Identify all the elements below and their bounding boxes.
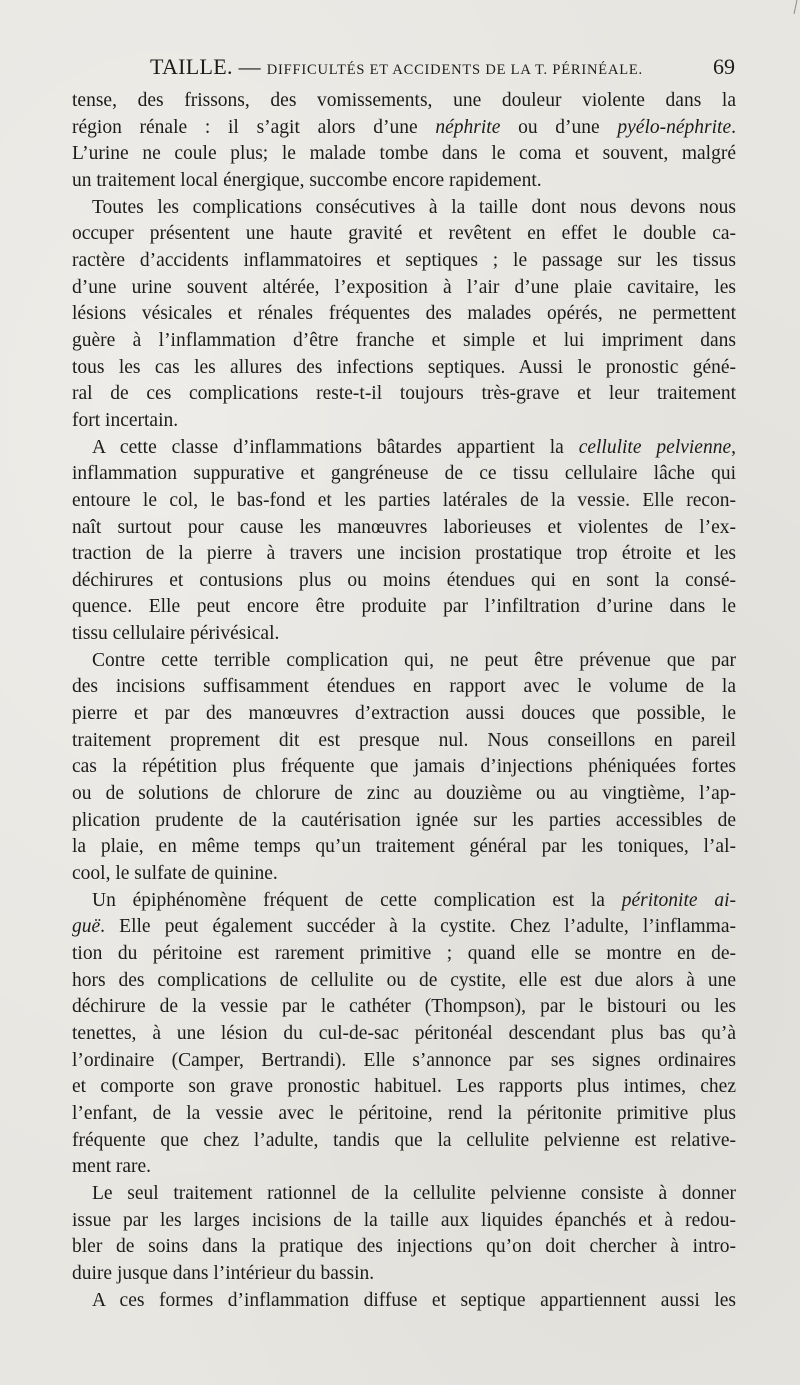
- text-line: ment rare.: [72, 1156, 152, 1178]
- text-line: tion du péritoine est rarement primitive ; quand elle se montre en de-: [72, 943, 736, 964]
- text-line: plication prudente de la cautérisation ignée sur les parties accessibles de: [72, 809, 736, 831]
- text-line: tense, des frissons, des vomissements, une douleur violente dans la: [72, 90, 736, 111]
- text-line: tous les cas les allures des infections septiques. Aussi le pronostic géné-: [72, 356, 736, 378]
- text-line: guë. Elle peut également succéder à la cystite. Chez l’adulte, l’inflamma-: [72, 916, 736, 938]
- text-line: guère à l’inflammation d’être franche et simple et lui impriment dans: [72, 329, 736, 351]
- running-head-subtitle: DIFFICULTÉS ET ACCIDENTS DE LA T. PÉRINÉALE.: [266, 62, 643, 78]
- text-line: Le seul traitement rationnel de la cellulite pelvienne consiste à donner: [92, 1182, 736, 1204]
- text-line: un traitement local énergique, succombe encore rapidement.: [72, 169, 542, 191]
- text-line: traction de la pierre à travers une incision prostatique trop étroite et les: [72, 543, 736, 565]
- body-text: [72, 88, 736, 1314]
- text-line: inflammation suppurative et gangréneuse de ce tissu cellulaire lâche qui: [72, 463, 736, 485]
- text-line: la plaie, en même temps qu’un traitement général par les toniques, l’al-: [72, 836, 736, 858]
- text-line: traitement proprement dit est presque nul. Nous conseillons en pareil: [72, 729, 736, 751]
- running-head-main: TAILLE. —: [150, 54, 261, 79]
- text-line: tissu cellulaire périvésical.: [72, 623, 280, 645]
- text-line: Toutes les complications consécutives à la taille dont nous devons nous: [92, 196, 736, 218]
- text-line: l’enfant, de la vessie avec le péritoine, rend la péritonite primitive plus: [72, 1102, 736, 1124]
- text-line: A cette classe d’inflammations bâtardes appartient la cellulite pelvienne,: [92, 436, 736, 458]
- text-line: Un épiphénomène fréquent de cette complication est la péritonite ai-: [92, 889, 737, 911]
- text-line: des incisions suffisamment étendues en rapport avec le volume de la: [72, 676, 736, 698]
- text-line: issue par les larges incisions de la taille aux liquides épanchés et à redou-: [72, 1209, 736, 1231]
- text-line: fort incertain.: [72, 409, 179, 431]
- running-head: [150, 54, 643, 80]
- text-line: hors des complications de cellulite ou de cystite, elle est due alors à une: [72, 969, 736, 991]
- text-line: L’urine ne coule plus; le malade tombe dans le coma et souvent, malgré: [72, 143, 736, 165]
- text-line: d’une urine souvent altérée, l’exposition à l’air d’une plaie cavitaire, les: [72, 276, 736, 298]
- text-line: occuper présentent une haute gravité et revêtent en effet le double ca-: [72, 223, 736, 245]
- text-line: naît surtout pour cause les manœuvres laborieuses et violentes de l’ex-: [72, 516, 736, 538]
- text-line: et comporte son grave pronostic habituel. Les rapports plus intimes, chez: [72, 1076, 736, 1098]
- text-line: ractère d’accidents inflammatoires et septiques ; le passage sur les tissus: [72, 249, 736, 271]
- text-line: cool, le sulfate de quinine.: [72, 863, 278, 885]
- text-line: entoure le col, le bas-fond et les parties latérales de la vessie. Elle recon-: [72, 489, 736, 511]
- text-line: lésions vésicales et rénales fréquentes des malades opérés, ne permettent: [72, 303, 736, 325]
- text-line: cas la répétition plus fréquente que jamais d’injections phéniquées fortes: [72, 756, 736, 778]
- text-line: tenettes, à une lésion du cul-de-sac péritonéal descendant plus bas qu’à: [72, 1022, 736, 1044]
- text-line: fréquente que chez l’adulte, tandis que la cellulite pelvienne est relative-: [72, 1129, 736, 1151]
- text-line: région rénale : il s’agit alors d’une néphrite ou d’une pyélo-néphrite.: [72, 116, 736, 138]
- text-line: ral de ces complications reste-t-il toujours très-grave et leur traitement: [72, 383, 736, 405]
- text-line: duire jusque dans l’intérieur du bassin.: [72, 1262, 375, 1284]
- page-edge-mark: [794, 0, 798, 14]
- text-line: quence. Elle peut encore être produite par l’infiltration d’urine dans le: [72, 596, 736, 618]
- text-line: A ces formes d’inflammation diffuse et septique appartiennent aussi les: [92, 1289, 736, 1311]
- text-line: Contre cette terrible complication qui, ne peut être prévenue que par: [92, 649, 736, 671]
- page-number: 69: [713, 54, 735, 79]
- text-line: bler de soins dans la pratique des injections qu’on doit chercher à intro-: [72, 1236, 736, 1258]
- text-line: déchirures et contusions plus ou moins étendues qui en sont la consé-: [72, 569, 736, 591]
- text-line: pierre et par des manœuvres d’extraction aussi douces que possible, le: [72, 703, 736, 725]
- text-line: l’ordinaire (Camper, Bertrandi). Elle s’annonce par ses signes ordinaires: [72, 1049, 736, 1071]
- page-header: [150, 54, 735, 84]
- text-line: déchirure de la vessie par le cathéter (Thompson), par le bistouri ou les: [72, 996, 736, 1018]
- text-line: ou de solutions de chlorure de zinc au douzième ou au vingtième, l’ap-: [72, 783, 736, 805]
